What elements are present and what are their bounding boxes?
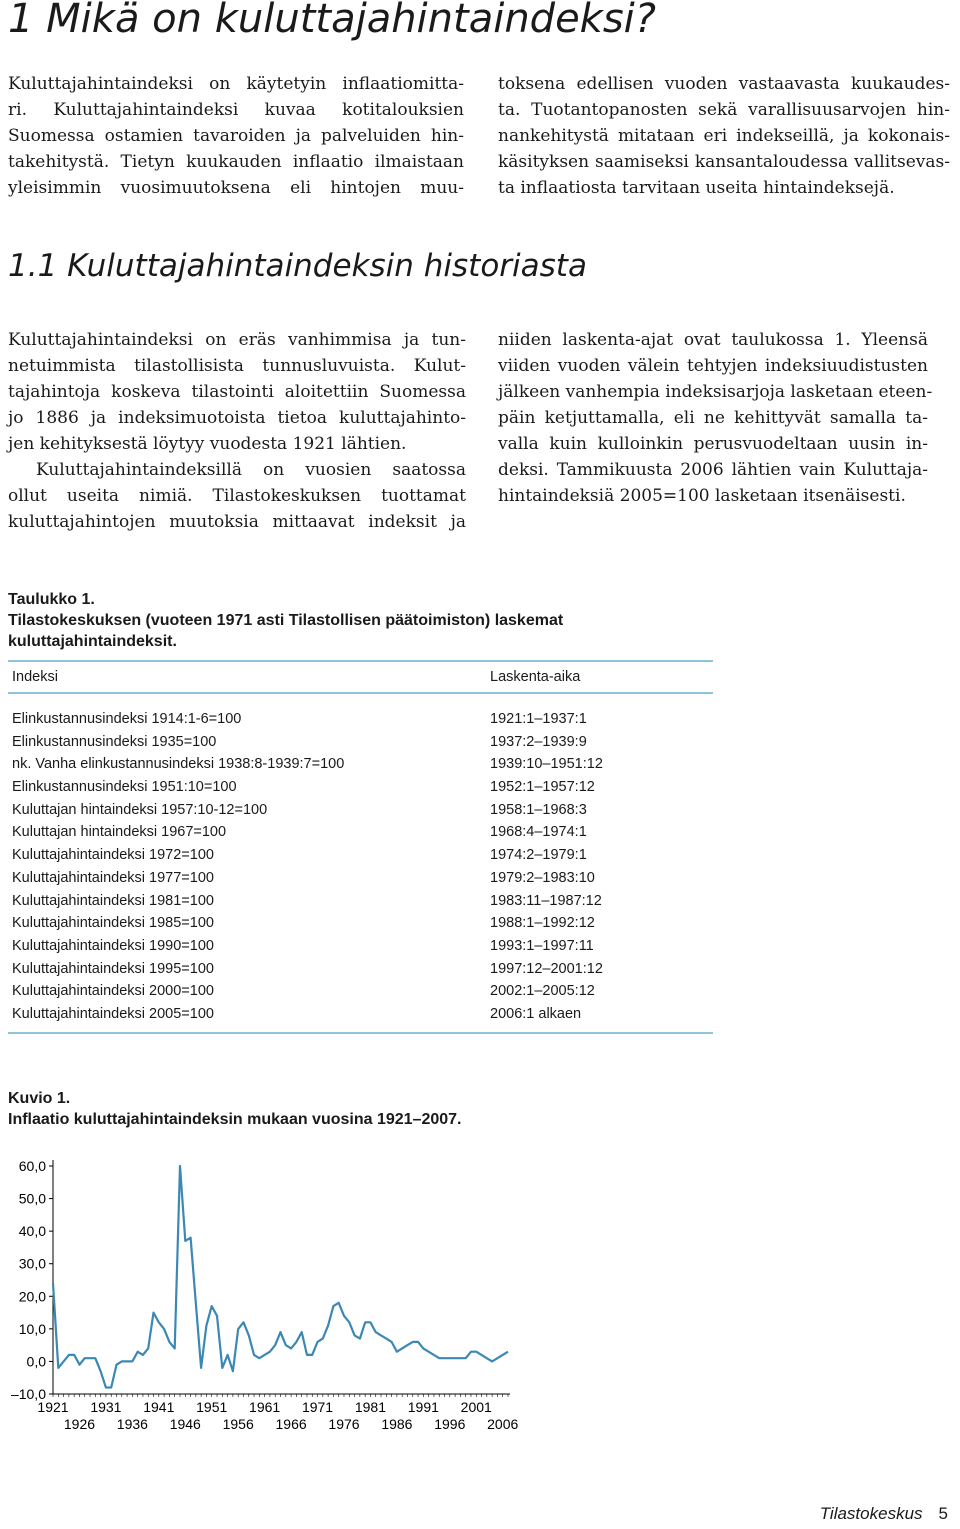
text-line: Suomessa ostamien tavaroiden ja palveluiden hin- — [8, 126, 464, 146]
x-tick-label: 1961 — [249, 1399, 281, 1415]
x-tick-label: 1996 — [434, 1416, 466, 1432]
text-line: ri. Kuluttajahintaindeksi kuvaa kotitalouksien — [8, 100, 464, 120]
x-tick-label: 1986 — [381, 1416, 413, 1432]
cell-index-name: Kuluttajan hintaindeksi 1967=100 — [12, 824, 227, 841]
cell-index-name: Kuluttajahintaindeksi 1990=100 — [12, 937, 214, 954]
table-body — [8, 694, 713, 1034]
footer-publisher: Tilastokeskus — [819, 1504, 923, 1523]
table-caption — [8, 589, 563, 652]
intro-paragraph-left — [8, 71, 464, 201]
text-line: tajahintoja koskeva tilastointi aloitettiin Suomessa — [8, 382, 466, 402]
x-tick-label: 1991 — [407, 1399, 439, 1415]
page-title: 1 Mikä on kuluttajahintaindeksi? — [8, 0, 657, 42]
table-header — [8, 660, 713, 694]
table-row — [8, 708, 713, 731]
y-tick-label: –10,0 — [10, 1386, 46, 1402]
index-table — [8, 660, 713, 1034]
table-row — [8, 731, 713, 754]
text-line: kuluttajahintojen muutoksia mittaavat indeksit ja — [8, 512, 466, 532]
table-row — [8, 776, 713, 799]
cell-index-name: Kuluttajahintaindeksi 2000=100 — [12, 983, 214, 1000]
x-tick-label: 1981 — [354, 1399, 387, 1415]
cell-period: 1979:2–1983:10 — [490, 869, 595, 886]
cell-period: 1997:12–2001:12 — [490, 960, 603, 977]
y-tick-label: 60,0 — [18, 1158, 46, 1174]
cell-period: 1939:10–1951:12 — [490, 756, 603, 773]
x-tick-label: 1926 — [63, 1416, 96, 1432]
table-title-line-1: Tilastokeskuksen (vuoteen 1971 asti Tilastollisen päätoimiston) laskemat — [8, 612, 564, 629]
cell-index-name: Kuluttajahintaindeksi 1977=100 — [12, 869, 214, 886]
cell-period: 2006:1 alkaen — [490, 1005, 582, 1022]
history-paragraph-right — [498, 327, 933, 509]
text-line: deksi. Tammikuusta 2006 lähtien vain Kuluttaja- — [498, 460, 928, 480]
figure-label: Kuvio 1. — [8, 1090, 71, 1107]
cell-index-name: Elinkustannusindeksi 1951:10=100 — [12, 779, 237, 796]
table-row — [8, 890, 713, 913]
x-tick-label: 1951 — [196, 1399, 228, 1415]
intro-paragraph-right — [498, 71, 950, 201]
text-line: toksena edellisen vuoden vastaavasta kuukaudes- — [498, 74, 950, 94]
text-line: jälkeen vanhempia indeksisarjoja lasketaan eteen- — [498, 382, 933, 402]
cell-index-name: Kuluttajahintaindeksi 2005=100 — [12, 1005, 214, 1022]
x-tick-label: 1956 — [222, 1416, 254, 1432]
history-paragraph-left — [8, 327, 466, 535]
text-line: Kuluttajahintaindeksi on käytetyin inflaatiomitta- — [8, 74, 464, 94]
table-row — [8, 753, 713, 776]
table-row — [8, 935, 713, 958]
table-row — [8, 912, 713, 935]
section-heading: 1.1 Kuluttajahintaindeksin historiasta — [8, 248, 587, 284]
y-tick-label: 40,0 — [18, 1223, 46, 1240]
inflation-series-line — [53, 1166, 508, 1388]
y-tick-label: 50,0 — [18, 1190, 46, 1207]
x-tick-label: 2006 — [487, 1416, 519, 1432]
text-line: ollut useita nimiä. Tilastokeskuksen tuottamat — [8, 486, 466, 506]
y-tick-label: 30,0 — [18, 1255, 46, 1272]
inflation-line-chart — [0, 1150, 540, 1450]
x-tick-label: 1946 — [169, 1416, 201, 1432]
text-line: käsityksen saamiseksi kansantaloudessa vallitsevas- — [498, 152, 950, 172]
cell-period: 1968:4–1974:1 — [490, 824, 587, 841]
text-line: jo 1886 ja indeksimuotoista tietoa kuluttajahinto- — [8, 408, 466, 428]
figure-title: Inflaatio kuluttajahintaindeksin mukaan vuosina 1921–2007. — [8, 1111, 462, 1128]
table-row — [8, 958, 713, 981]
table-row — [8, 844, 713, 867]
table-row — [8, 980, 713, 1003]
text-line: niiden laskenta-ajat ovat taulukossa 1. Yleensä — [498, 330, 928, 350]
y-tick-label: 20,0 — [18, 1288, 46, 1305]
table-row — [8, 799, 713, 822]
table-title-line-2: kuluttajahintaindeksit. — [8, 633, 177, 650]
text-line: ta. Tuotantopanosten sekä varallisuusarvojen hin- — [498, 100, 950, 120]
cell-period: 1988:1–1992:12 — [490, 915, 595, 932]
table-row — [8, 1003, 713, 1026]
y-tick-label: 0,0 — [26, 1353, 46, 1370]
text-line: Kuluttajahintaindeksi on eräs vanhimmisa ja tun- — [8, 330, 466, 350]
x-tick-label: 1941 — [143, 1399, 175, 1415]
x-tick-label: 1931 — [90, 1399, 122, 1415]
cell-period: 1937:2–1939:9 — [490, 733, 587, 750]
x-tick-label: 1966 — [275, 1416, 307, 1432]
cell-period: 1958:1–1968:3 — [490, 801, 587, 818]
table-row — [8, 867, 713, 890]
cell-index-name: Kuluttajahintaindeksi 1972=100 — [12, 847, 214, 864]
table-label: Taulukko 1. — [8, 591, 95, 608]
column-header-index: Indeksi — [12, 669, 58, 685]
text-line: yleisimmin vuosimuutoksena eli hintojen muu- — [8, 178, 464, 198]
text-line: netuimmista tilastollisista tunnusluvuista. Kulut- — [8, 356, 466, 376]
text-line: Kuluttajahintaindeksillä on vuosien saatossa — [36, 460, 466, 480]
x-tick-label: 1921 — [37, 1399, 69, 1415]
text-line: ta inflaatiosta tarvitaan useita hintaindeksejä. — [498, 178, 895, 198]
text-line: viiden vuoden välein tehtyjen indeksiuudistusten — [498, 356, 928, 376]
y-tick-label: 10,0 — [18, 1320, 46, 1337]
x-tick-label: 2001 — [460, 1399, 492, 1415]
page-footer — [820, 1504, 948, 1524]
text-line: päin ketjuttamalla, eli ne kehittyvät samalla ta- — [498, 408, 928, 428]
cell-index-name: Elinkustannusindeksi 1914:1-6=100 — [12, 711, 242, 727]
x-tick-label: 1976 — [328, 1416, 360, 1432]
text-line: hintaindeksiä 2005=100 lasketaan itsenäisesti. — [498, 486, 906, 506]
cell-period: 1952:1–1957:12 — [490, 779, 595, 796]
cell-index-name: Kuluttajahintaindeksi 1981=100 — [12, 892, 214, 909]
x-tick-label: 1936 — [116, 1416, 148, 1432]
cell-period: 1983:11–1987:12 — [490, 892, 602, 909]
x-tick-label: 1971 — [301, 1399, 334, 1415]
cell-index-name: Kuluttajahintaindeksi 1995=100 — [12, 960, 214, 977]
column-header-period: Laskenta-aika — [490, 669, 581, 685]
text-line: takehitystä. Tietyn kuukauden inflaatio ilmaistaan — [8, 152, 464, 172]
cell-period: 1921:1–1937:1 — [490, 711, 587, 727]
cell-index-name: Kuluttajahintaindeksi 1985=100 — [12, 915, 214, 932]
cell-index-name: nk. Vanha elinkustannusindeksi 1938:8-1939:7=100 — [12, 756, 345, 773]
text-line: nankehitystä mitataan eri indekseillä, ja kokonais- — [498, 126, 950, 146]
text-line: jen kehityksestä löytyy vuodesta 1921 lähtien. — [8, 434, 407, 454]
cell-period: 1974:2–1979:1 — [490, 847, 587, 864]
cell-index-name: Elinkustannusindeksi 1935=100 — [12, 733, 217, 750]
cell-period: 1993:1–1997:11 — [490, 937, 594, 954]
figure-caption — [8, 1088, 462, 1130]
table-row — [8, 821, 713, 844]
cell-index-name: Kuluttajan hintaindeksi 1957:10-12=100 — [12, 801, 268, 818]
page-number: 5 — [938, 1504, 948, 1523]
cell-period: 2002:1–2005:12 — [490, 983, 595, 1000]
text-line: valla kuin kulloinkin perusvuodeltaan uusin in- — [498, 434, 928, 454]
